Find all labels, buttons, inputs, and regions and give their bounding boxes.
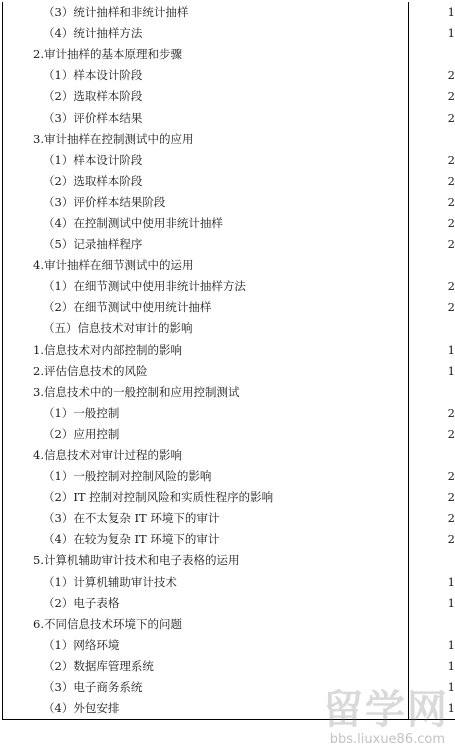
topic-cell: （1）网络环境 — [3, 635, 409, 656]
level-cell: 2 — [409, 424, 455, 445]
topic-cell: （1）样本设计阶段 — [3, 65, 409, 86]
level-cell: 2 — [409, 107, 455, 128]
level-cell: 1 — [409, 698, 455, 720]
level-cell: 2 — [409, 192, 455, 213]
table-row — [3, 550, 455, 571]
topic-cell: （3）电子商务系统 — [3, 677, 409, 698]
topic-cell: 1.信息技术对内部控制的影响 — [3, 340, 409, 361]
syllabus-table-body — [3, 2, 455, 720]
level-cell — [409, 445, 455, 466]
level-cell: 2 — [409, 234, 455, 255]
table-row — [3, 192, 455, 213]
level-cell: 2 — [409, 529, 455, 550]
topic-cell: 4.信息技术对审计过程的影响 — [3, 445, 409, 466]
table-row — [3, 255, 455, 276]
table-row — [3, 593, 455, 614]
table-row — [3, 572, 455, 593]
level-cell: 2 — [409, 508, 455, 529]
table-row — [3, 424, 455, 445]
watermark-logo-text: 留学网 — [323, 687, 449, 733]
table-row — [3, 382, 455, 403]
table-row — [3, 508, 455, 529]
topic-cell: （2）选取样本阶段 — [3, 86, 409, 107]
table-row — [3, 23, 455, 44]
table-row — [3, 466, 455, 487]
level-cell: 2 — [409, 65, 455, 86]
table-row — [3, 44, 455, 65]
table-row — [3, 529, 455, 550]
topic-cell: 3.信息技术中的一般控制和应用控制测试 — [3, 382, 409, 403]
level-cell — [409, 318, 455, 339]
table-row — [3, 445, 455, 466]
topic-cell: （2）应用控制 — [3, 424, 409, 445]
table-row — [3, 403, 455, 424]
syllabus-table — [2, 2, 455, 720]
table-row — [3, 340, 455, 361]
level-cell: 1 — [409, 23, 455, 44]
table-row — [3, 213, 455, 234]
level-cell: 1 — [409, 2, 455, 23]
level-cell: 1 — [409, 572, 455, 593]
topic-cell: （5）记录抽样程序 — [3, 234, 409, 255]
topic-cell: （2）选取样本阶段 — [3, 171, 409, 192]
table-row — [3, 129, 455, 150]
table-row — [3, 614, 455, 635]
table-row — [3, 297, 455, 318]
topic-cell: （1）计算机辅助审计技术 — [3, 572, 409, 593]
topic-cell: （4）统计抽样方法 — [3, 23, 409, 44]
table-row — [3, 635, 455, 656]
table-row — [3, 656, 455, 677]
table-row — [3, 698, 455, 720]
table-row — [3, 677, 455, 698]
table-row — [3, 107, 455, 128]
topic-cell: （2）电子表格 — [3, 593, 409, 614]
topic-cell: （3）统计抽样和非统计抽样 — [3, 2, 409, 23]
table-row — [3, 234, 455, 255]
topic-cell: （1）在细节测试中使用非统计抽样方法 — [3, 276, 409, 297]
topic-cell: （3）评价样本结果阶段 — [3, 192, 409, 213]
table-row — [3, 361, 455, 382]
topic-cell: （3）评价样本结果 — [3, 107, 409, 128]
topic-cell: （4）在控制测试中使用非统计抽样 — [3, 213, 409, 234]
table-row — [3, 171, 455, 192]
level-cell: 1 — [409, 361, 455, 382]
table-row — [3, 86, 455, 107]
level-cell: 2 — [409, 213, 455, 234]
level-cell — [409, 255, 455, 276]
table-row — [3, 150, 455, 171]
topic-cell: （1）一般控制对控制风险的影响 — [3, 466, 409, 487]
level-cell — [409, 550, 455, 571]
topic-cell: （1）一般控制 — [3, 403, 409, 424]
level-cell: 2 — [409, 171, 455, 192]
level-cell: 2 — [409, 86, 455, 107]
level-cell: 1 — [409, 677, 455, 698]
topic-cell: 6.不同信息技术环境下的问题 — [3, 614, 409, 635]
topic-cell: （1）样本设计阶段 — [3, 150, 409, 171]
level-cell: 2 — [409, 150, 455, 171]
level-cell: 2 — [409, 466, 455, 487]
level-cell — [409, 614, 455, 635]
watermark-url: bbs.liuxue86.com — [329, 732, 445, 747]
level-cell: 1 — [409, 656, 455, 677]
topic-cell: 5.计算机辅助审计技术和电子表格的运用 — [3, 550, 409, 571]
topic-cell: （3）在不太复杂 IT 环境下的审计 — [3, 508, 409, 529]
topic-cell: （2）数据库管理系统 — [3, 656, 409, 677]
level-cell: 2 — [409, 403, 455, 424]
table-row — [3, 318, 455, 339]
level-cell: 1 — [409, 635, 455, 656]
level-cell: 1 — [409, 593, 455, 614]
topic-cell: （4）在较为复杂 IT 环境下的审计 — [3, 529, 409, 550]
level-cell: 2 — [409, 487, 455, 508]
topic-cell: （2）IT 控制对控制风险和实质性程序的影响 — [3, 487, 409, 508]
level-cell: 1 — [409, 340, 455, 361]
table-row — [3, 2, 455, 23]
topic-cell: 4.审计抽样在细节测试中的运用 — [3, 255, 409, 276]
level-cell — [409, 129, 455, 150]
level-cell — [409, 44, 455, 65]
topic-cell: （4）外包安排 — [3, 698, 409, 720]
topic-cell: 2.审计抽样的基本原理和步骤 — [3, 44, 409, 65]
level-cell: 2 — [409, 297, 455, 318]
table-row — [3, 65, 455, 86]
level-cell: 2 — [409, 276, 455, 297]
table-row — [3, 487, 455, 508]
topic-cell: （2）在细节测试中使用统计抽样 — [3, 297, 409, 318]
table-row — [3, 276, 455, 297]
level-cell — [409, 382, 455, 403]
topic-cell: 2.评估信息技术的风险 — [3, 361, 409, 382]
topic-cell: 3.审计抽样在控制测试中的应用 — [3, 129, 409, 150]
topic-cell: （五）信息技术对审计的影响 — [3, 318, 409, 339]
